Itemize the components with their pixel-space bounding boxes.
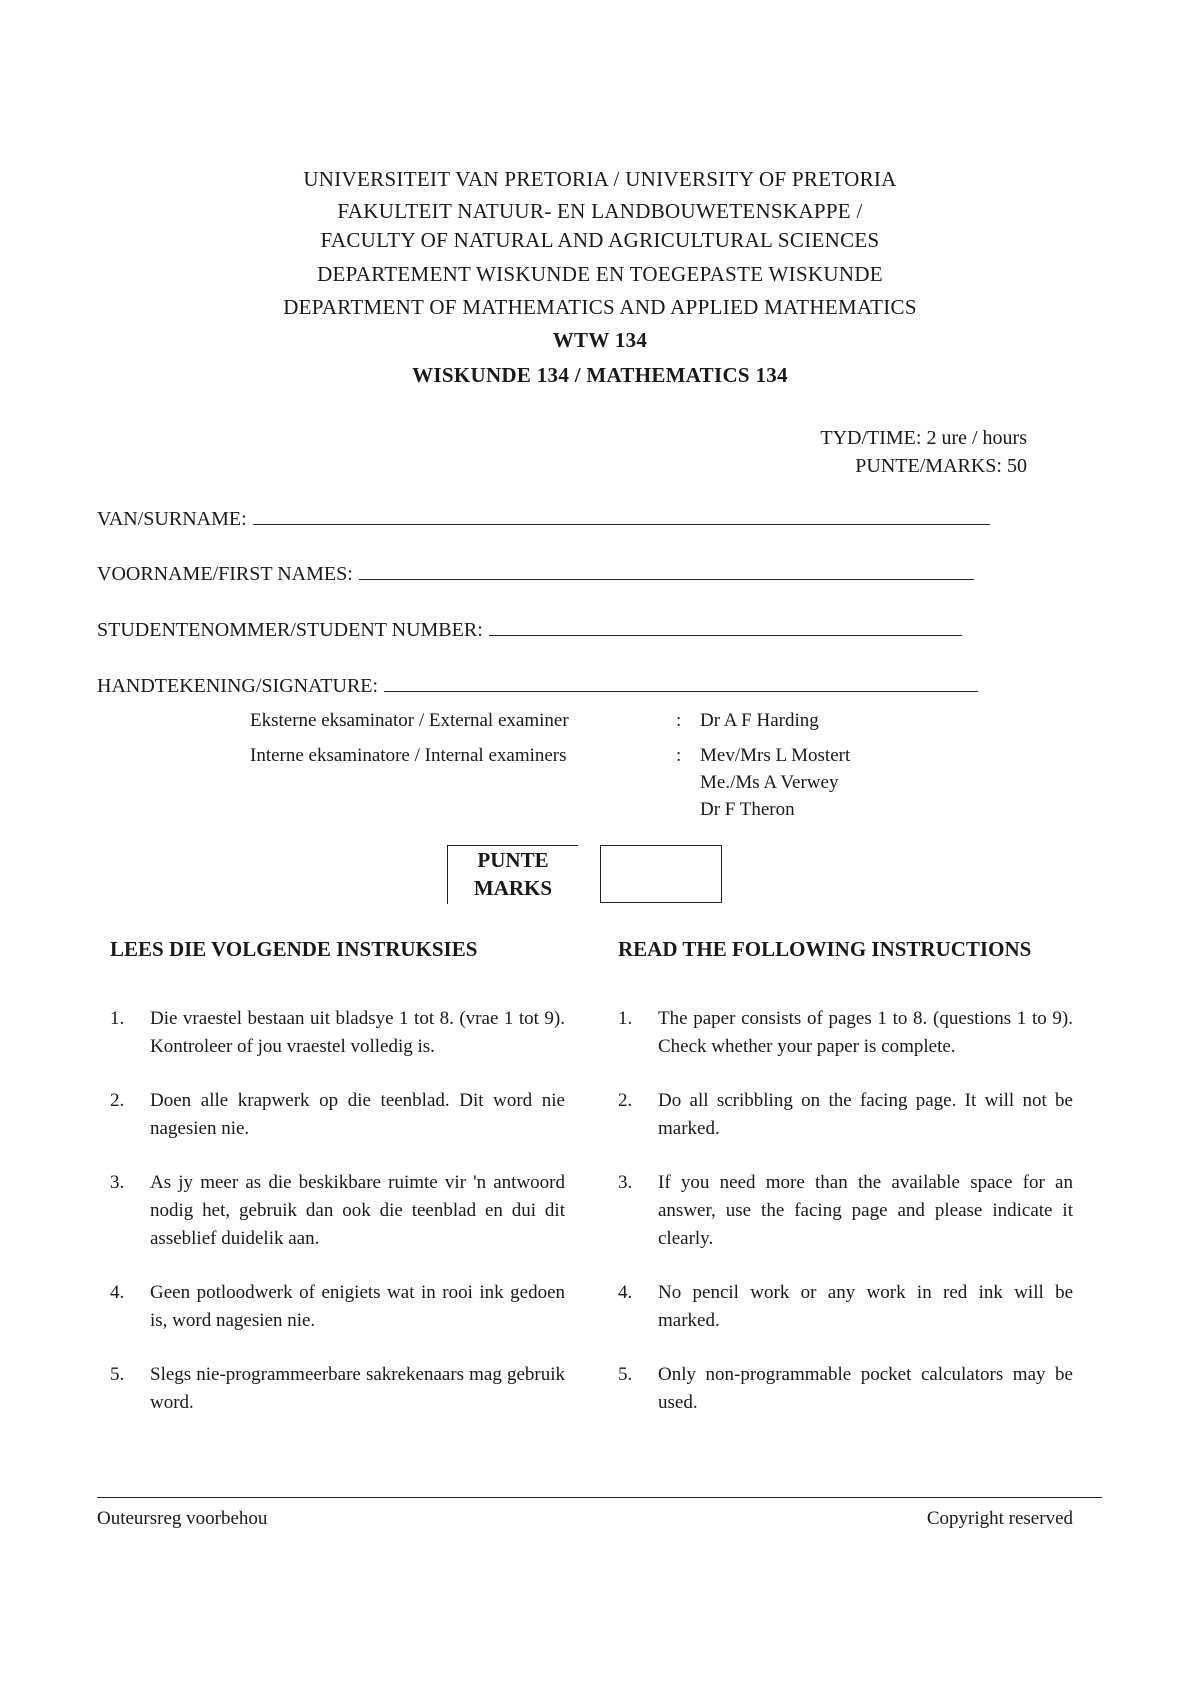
instruction-text: Doen alle krapwerk op die teenblad. Dit word nie nagesien nie. [150, 1090, 565, 1139]
marks-label-en: MARKS [473, 876, 553, 900]
university-name: UNIVERSITEIT VAN PRETORIA / UNIVERSITY OF PRETORIA [303, 167, 897, 191]
surname-field[interactable] [97, 508, 990, 531]
footer-divider [97, 1497, 1102, 1498]
faculty-name-af: FAKULTEIT NATUUR- EN LANDBOUWETENSKAPPE / [337, 199, 863, 223]
instruction-item [618, 1279, 1073, 1335]
instruction-number: 1. [110, 1008, 125, 1029]
signature-line[interactable] [384, 690, 978, 692]
marks-label-af: PUNTE [477, 848, 549, 872]
instructions-afrikaans [110, 935, 565, 1443]
first-names-field[interactable] [97, 563, 974, 586]
external-examiner-label: Eksterne eksaminator / External examiner [250, 710, 569, 731]
instruction-number: 5. [618, 1364, 633, 1385]
instruction-item [110, 1005, 565, 1061]
instruction-text: Only non-programmable pocket calculators may be used. [658, 1364, 1073, 1413]
instruction-text: Geen potloodwerk of enigiets wat in rooi ink gedoen is, word nagesien nie. [150, 1282, 565, 1331]
signature-label: HANDTEKENING/SIGNATURE: [97, 675, 379, 697]
instruction-item [618, 1169, 1073, 1253]
internal-examiners-label: Interne eksaminatore / Internal examiners [250, 745, 567, 766]
department-name-en: DEPARTMENT OF MATHEMATICS AND APPLIED MATHEMATICS [283, 295, 917, 319]
first-names-label: VOORNAME/FIRST NAMES: [97, 563, 353, 585]
instruction-item [618, 1087, 1073, 1143]
marks-label-box [447, 845, 578, 904]
external-examiner-colon: : [676, 710, 682, 731]
course-code: WTW 134 [552, 328, 648, 352]
instructions-heading-en: READ THE FOLLOWING INSTRUCTIONS [618, 937, 1032, 961]
faculty-name-en: FACULTY OF NATURAL AND AGRICULTURAL SCIENCES [320, 228, 880, 252]
instruction-number: 2. [618, 1090, 633, 1111]
student-number-line[interactable] [489, 634, 962, 636]
external-examiner-name: Dr A F Harding [700, 710, 819, 731]
internal-examiner-name: Dr F Theron [700, 799, 795, 820]
instruction-number: 3. [110, 1172, 125, 1193]
marks-entry-box[interactable] [600, 845, 722, 903]
instruction-number: 4. [618, 1282, 633, 1303]
surname-label: VAN/SURNAME: [97, 508, 247, 530]
internal-examiners-colon: : [676, 745, 682, 766]
internal-examiner-name: Mev/Mrs L Mostert [700, 745, 851, 766]
instruction-text: If you need more than the available space for an answer, use the facing page and please indicate it clearly. [658, 1172, 1073, 1249]
instruction-item [618, 1005, 1073, 1061]
copyright-af: Outeursreg voorbehou [97, 1508, 268, 1529]
instruction-text: The paper consists of pages 1 to 8. (questions 1 to 9). Check whether your paper is complete. [658, 1008, 1073, 1057]
instruction-number: 4. [110, 1282, 125, 1303]
department-name-af: DEPARTEMENT WISKUNDE EN TOEGEPASTE WISKUNDE [317, 262, 883, 286]
instruction-text: Slegs nie-programmeerbare sakrekenaars mag gebruik word. [150, 1364, 565, 1413]
instruction-item [110, 1361, 565, 1417]
surname-line[interactable] [253, 523, 990, 525]
instructions-english [618, 935, 1073, 1443]
instruction-text: Die vraestel bestaan uit bladsye 1 tot 8. (vrae 1 tot 9). Kontroleer of jou vraestel volledig is. [150, 1008, 565, 1057]
instruction-text: Do all scribbling on the facing page. It will not be marked. [658, 1090, 1073, 1139]
instruction-item [110, 1169, 565, 1253]
first-names-line[interactable] [359, 578, 974, 580]
instruction-text: As jy meer as die beskikbare ruimte vir 'n antwoord nodig het, gebruik dan ook die teenblad en dui dit asseblief duidelik aan. [150, 1172, 565, 1249]
signature-field[interactable] [97, 675, 978, 698]
student-number-field[interactable] [97, 619, 962, 642]
instruction-item [110, 1279, 565, 1335]
instruction-number: 2. [110, 1090, 125, 1111]
exam-marks-total: PUNTE/MARKS: 50 [855, 455, 1027, 477]
student-number-label: STUDENTENOMMER/STUDENT NUMBER: [97, 619, 483, 641]
instruction-item [618, 1361, 1073, 1417]
course-title: WISKUNDE 134 / MATHEMATICS 134 [412, 363, 788, 387]
internal-examiner-name: Me./Ms A Verwey [700, 772, 839, 793]
copyright-en: Copyright reserved [926, 1508, 1073, 1529]
instruction-number: 5. [110, 1364, 125, 1385]
instructions-heading-af: LEES DIE VOLGENDE INSTRUKSIES [110, 937, 478, 961]
exam-time: TYD/TIME: 2 ure / hours [820, 427, 1027, 449]
instruction-item [110, 1087, 565, 1143]
instruction-number: 1. [618, 1008, 633, 1029]
instruction-text: No pencil work or any work in red ink will be marked. [658, 1282, 1073, 1331]
instruction-number: 3. [618, 1172, 633, 1193]
